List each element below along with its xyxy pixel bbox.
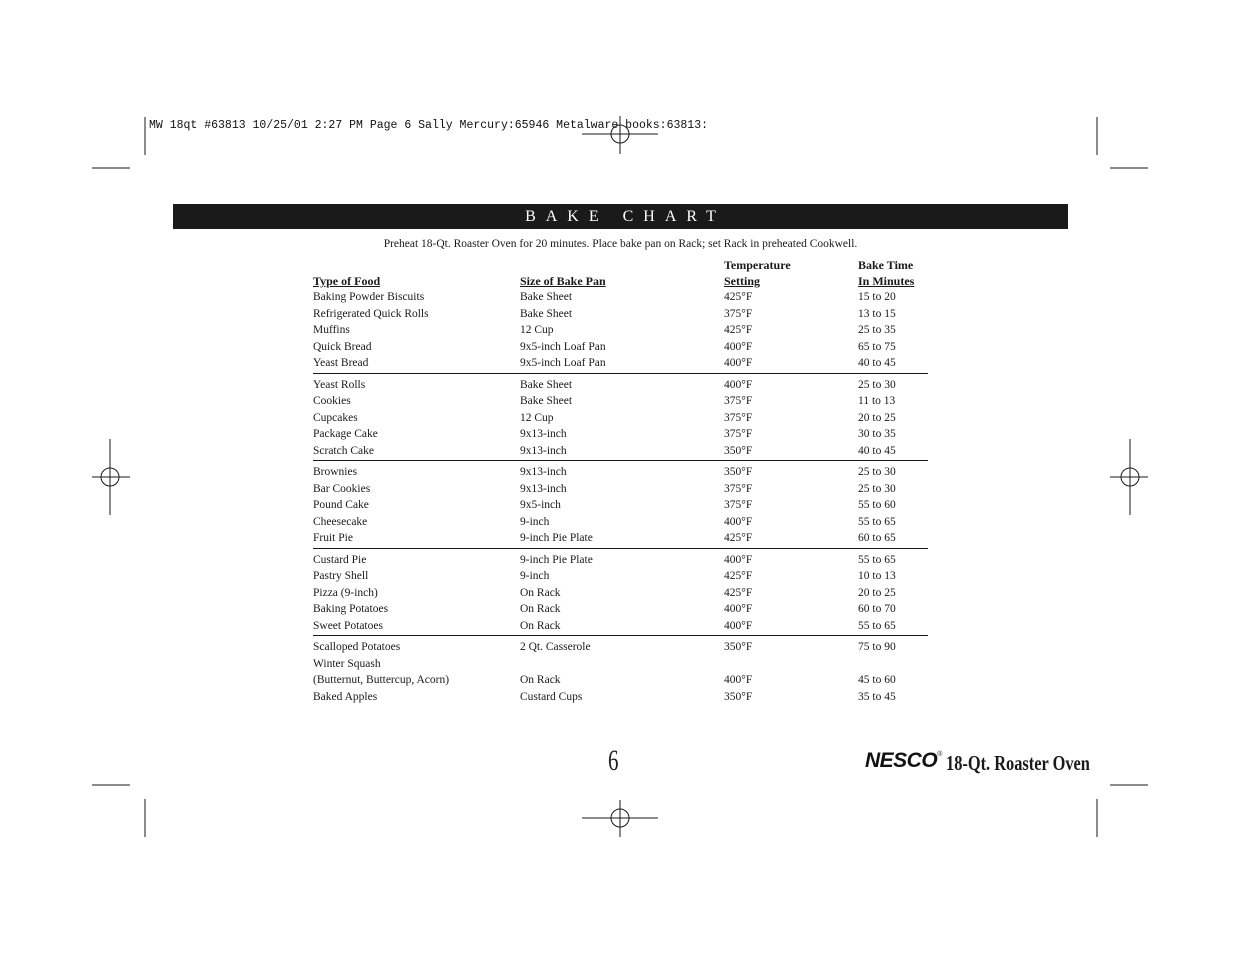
temp-cell: 375°F [724,428,753,440]
time-cell: 55 to 65 [858,619,896,632]
temp-cell: 375°F [724,411,753,424]
pan-cell: 9-inch [520,515,550,528]
table-row [313,568,928,585]
food-cell: Refrigerated Quick Rolls [313,307,429,320]
bake-chart-title-bar [173,204,1068,229]
pan-cell: 12 Cup [520,324,554,336]
table-row [313,289,928,306]
table-row [313,426,928,443]
food-cell: Sweet Potatoes [313,619,383,632]
table-row [313,377,928,394]
time-cell: 65 to 75 [858,340,896,353]
time-cell: 55 to 65 [858,553,896,566]
table-row [313,656,928,673]
bake-chart-table [313,257,928,709]
table-row [313,355,928,372]
pan-cell: On Rack [520,619,561,632]
food-cell: Quick Bread [313,340,372,353]
time-cell: 25 to 30 [858,466,896,478]
header-temperature-setting: Temperature Setting [724,258,791,288]
temp-cell: 400°F [724,340,753,353]
pan-cell: 9x5-inch Loaf Pan [520,340,606,353]
table-row-group [313,464,928,549]
time-cell: 30 to 35 [858,428,896,440]
time-cell: 25 to 35 [858,324,896,336]
table-row [313,530,928,547]
table-body [313,289,928,706]
food-cell: Cheesecake [313,515,368,528]
table-header [313,257,928,289]
food-cell: Baking Powder Biscuits [313,291,425,303]
header-type-of-food: Type of Food [313,274,381,288]
food-cell: Pizza (9-inch) [313,586,378,599]
brand-footer [865,749,1131,777]
temp-cell: 425°F [724,532,753,544]
time-cell: 45 to 60 [858,674,896,686]
pan-cell: Bake Sheet [520,291,573,303]
pan-cell: On Rack [520,586,561,599]
time-cell: 75 to 90 [858,641,896,653]
temp-cell: 375°F [724,395,753,407]
time-cell: 40 to 45 [858,444,896,457]
table-row [313,481,928,498]
temp-cell: 350°F [724,641,753,653]
table-row [313,497,928,514]
table-row-group [313,377,928,462]
pan-cell: 9-inch Pie Plate [520,553,593,566]
temp-cell: 400°F [724,515,753,528]
food-cell: Pound Cake [313,499,369,511]
food-cell: Cupcakes [313,411,358,424]
food-cell: Custard Pie [313,553,367,566]
time-cell: 35 to 45 [858,690,896,703]
pan-cell: 9-inch Pie Plate [520,532,593,544]
time-cell: 25 to 30 [858,482,896,495]
food-cell: Package Cake [313,428,378,440]
food-cell: Bar Cookies [313,482,371,495]
pan-cell: 12 Cup [520,411,554,424]
food-cell: (Butternut, Buttercup, Acorn) [313,674,450,686]
food-cell: Winter Squash [313,657,381,670]
temp-cell: 425°F [724,291,753,303]
time-cell: 10 to 13 [858,570,896,582]
table-row-group [313,289,928,374]
time-cell: 20 to 25 [858,586,896,599]
time-cell: 25 to 30 [858,378,896,391]
temp-cell: 400°F [724,357,753,369]
print-slug: MW 18qt #63813 10/25/01 2:27 PM Page 6 Sally Mercury:65946 Metalware books:63813: [149,119,708,132]
temp-cell: 425°F [724,570,753,582]
table-row [313,514,928,531]
food-cell: Baked Apples [313,690,378,703]
food-cell: Cookies [313,395,351,407]
food-cell: Muffins [313,324,350,336]
intro-instructions: Preheat 18-Qt. Roaster Oven for 20 minutes. Place bake pan on Rack; set Rack in preheated Cookwell. [383,238,858,250]
time-cell: 55 to 65 [858,515,896,528]
table-row [313,306,928,323]
food-cell: Yeast Bread [313,357,369,369]
time-cell: 60 to 65 [858,532,896,544]
pan-cell: 9x13-inch [520,428,567,440]
table-row [313,672,928,689]
food-cell: Scratch Cake [313,444,374,457]
time-cell: 40 to 45 [858,357,896,369]
temp-cell: 350°F [724,444,753,457]
time-cell: 11 to 13 [858,395,896,407]
table-row [313,639,928,656]
temp-cell: 425°F [724,586,753,599]
time-cell: 20 to 25 [858,411,896,424]
temp-cell: 425°F [724,324,753,336]
temp-cell: 400°F [724,619,753,632]
pan-cell: Bake Sheet [520,307,573,320]
table-row [313,339,928,356]
food-cell: Baking Potatoes [313,603,389,615]
temp-cell: 400°F [724,553,753,566]
pan-cell: 9x13-inch [520,466,567,478]
pan-cell: 9-inch [520,570,550,582]
pan-cell: 2 Qt. Casserole [520,641,591,653]
time-cell: 55 to 60 [858,499,896,511]
food-cell: Brownies [313,466,358,478]
pan-cell: Bake Sheet [520,378,573,391]
food-cell: Yeast Rolls [313,378,366,391]
temp-cell: 375°F [724,482,753,495]
temp-cell: 400°F [724,674,753,686]
time-cell: 15 to 20 [858,291,896,303]
food-cell: Fruit Pie [313,532,353,544]
table-row [313,689,928,706]
nesco-logo: NESCO [865,749,938,772]
table-row [313,443,928,460]
page-number: 6 [608,744,619,777]
table-row [313,618,928,635]
pan-cell: Custard Cups [520,690,583,703]
pan-cell: 9x5-inch [520,499,561,511]
pan-cell: 9x5-inch Loaf Pan [520,357,606,369]
table-row [313,410,928,427]
header-size-of-bake-pan: Size of Bake Pan [520,274,606,288]
pan-cell: On Rack [520,603,561,615]
table-row-group [313,552,928,637]
table-row [313,601,928,618]
product-name: 18-Qt. Roaster Oven [946,751,1091,775]
pan-cell: On Rack [520,674,561,686]
pan-cell: Bake Sheet [520,395,573,407]
table-row [313,585,928,602]
table-row [313,393,928,410]
temp-cell: 350°F [724,690,753,703]
temp-cell: 400°F [724,603,753,615]
food-cell: Pastry Shell [313,570,369,582]
time-cell: 60 to 70 [858,603,896,615]
temp-cell: 375°F [724,307,753,320]
food-cell: Scalloped Potatoes [313,641,401,653]
temp-cell: 375°F [724,499,753,511]
registered-mark: ® [937,751,943,758]
table-row [313,322,928,339]
table-row [313,464,928,481]
header-bake-time: Bake Time In Minutes [858,258,915,288]
temp-cell: 350°F [724,466,753,478]
pan-cell: 9x13-inch [520,444,567,457]
page-title: BAKE CHART [525,207,726,225]
pan-cell: 9x13-inch [520,482,567,495]
temp-cell: 400°F [724,378,753,391]
table-row [313,552,928,569]
time-cell: 13 to 15 [858,307,896,320]
table-row-group [313,639,928,706]
